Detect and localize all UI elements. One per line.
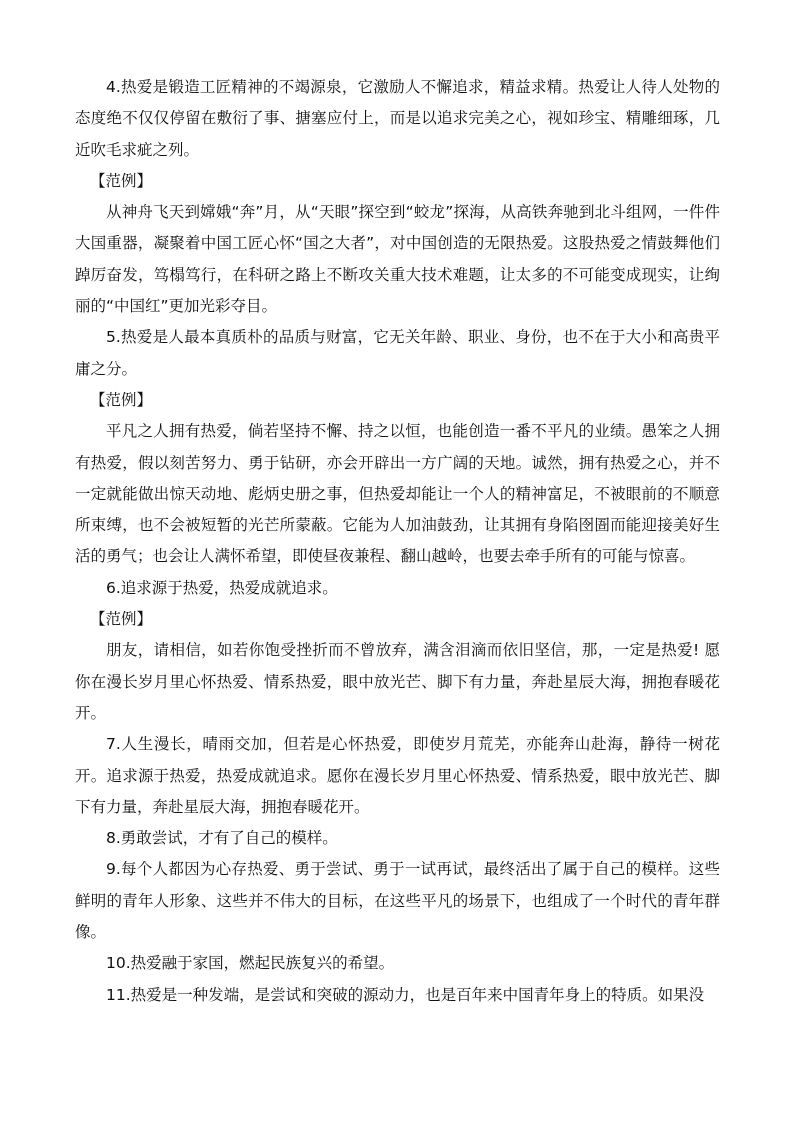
point-8-paragraph: 8.勇敢尝试，才有了自己的模样。: [106, 829, 338, 848]
example-label: 【范例】: [90, 610, 153, 629]
point-9-paragraph: 9.每个人都因为心存热爱、勇于尝试、勇于一试再试，最终活出了属于自己的模样。这些鲜明的青年人形象、这些并不伟大的目标，在这些平凡的场景下，也组成了一个时代的青年群像。: [75, 860, 720, 942]
example-paragraph: 平凡之人拥有热爱，倘若坚持不懈、持之以恒，也能创造一番不平凡的业绩。愚笨之人拥有热爱，假以刻苦努力、勇于钻研，亦会开辟出一方广阔的天地。诚然，拥有热爱之心，并不一定就能做出惊天动地、彪炳史册之事，但热爱却能让一个人的精神富足，不被眼前的不顺意所束缚，也不会被短暂的光芒所蒙蔽。它能为人加油鼓劲，让其拥有身陷囹圄而能迎接美好生活的勇气；也会让人满怀希望，即使昼夜兼程、翻山越岭，也要去牵手所有的可能与惊喜。: [75, 422, 720, 566]
example-paragraph: 朋友，请相信，如若你饱受挫折而不曾放弃，满含泪滴而依旧坚信，那，一定是热爱! 愿你在漫长岁月里心怀热爱、情系热爱，眼中放光芒、脚下有力量，奔赴星辰大海，拥抱春暖花开。: [75, 641, 720, 722]
point-10-paragraph: 10.热爱融于家国，燃起民族复兴的希望。: [106, 954, 395, 973]
example-label: 【范例】: [90, 171, 153, 190]
point-11-paragraph: 11.热爱是一种发端，是尝试和突破的源动力，也是百年来中国青年身上的特质。如果没: [106, 985, 705, 1004]
example-paragraph: 从神舟飞天到嫦娥“奔”月，从“天眼”探空到“蛟龙”探海，从高铁奔驰到北斗组网，一件件大国重器，凝聚着中国工匠心怀“国之大者”，对中国创造的无限热爱。这股热爱之情鼓舞他们踔厉奋发，笃榻笃行，在科研之路上不断攻关重大技术难题，让太多的不可能变成现实，让绚丽的“中国红”更加光彩夺目。: [75, 203, 720, 316]
example-label: 【范例】: [90, 390, 153, 409]
point-7-paragraph: 7.人生漫长，晴雨交加，但若是心怀热爱，即使岁月荒芜，亦能奔山赴海，静待一树花开。追求源于热爱，热爱成就追求。愿你在漫长岁月里心怀热爱、情系热爱，眼中放光芒、脚下有力量，奔赴星辰大海，拥抱春暖花开。: [75, 735, 720, 816]
point-5-paragraph: 5.热爱是人最本真质朴的品质与财富，它无关年龄、职业、身份，也不在于大小和高贵平庸之分。: [75, 328, 720, 378]
document-page: [75, 72, 720, 1011]
point-4-paragraph: 4.热爱是锻造工匠精神的不竭源泉，它激励人不懈追求，精益求精。热爱让人待人处物的态度绝不仅仅停留在敷衍了事、搪塞应付上，而是以追求完美之心，视如珍宝、精雕细琢，几近吹毛求疵之列。: [75, 78, 720, 159]
point-6-paragraph: 6.追求源于热爱，热爱成就追求。: [106, 578, 338, 597]
